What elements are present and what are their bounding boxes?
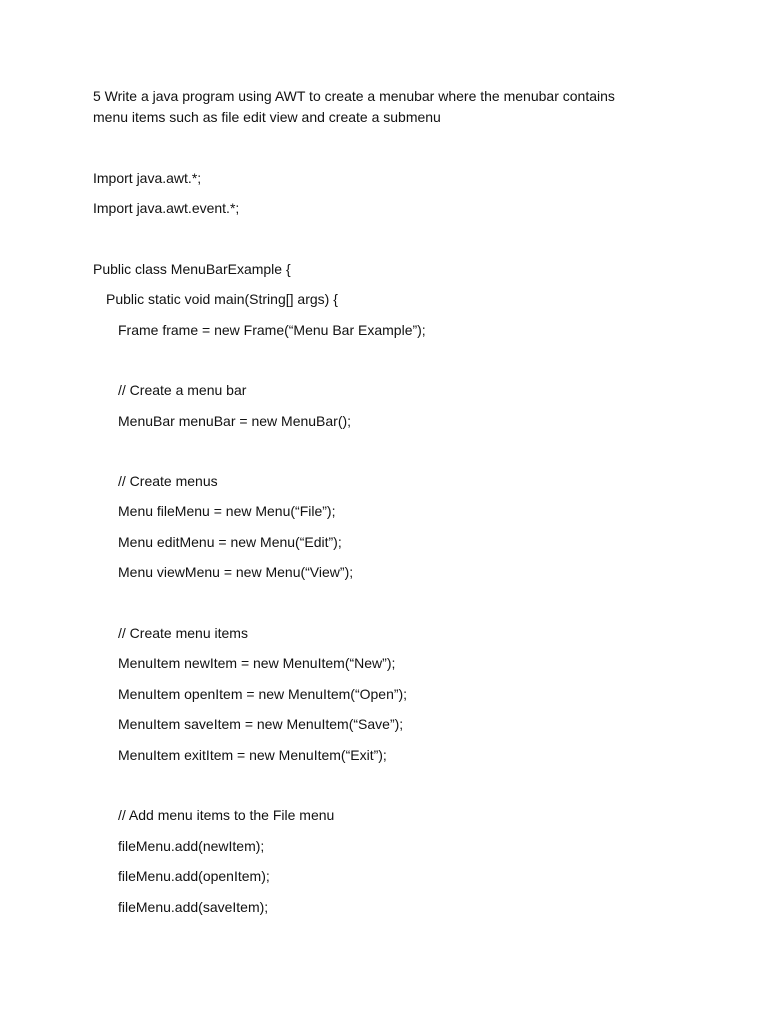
code-line-edit-menu: Menu editMenu = new Menu(“Edit”); [118,534,342,550]
code-comment-create-menubar: // Create a menu bar [118,382,247,398]
code-comment-add-items: // Add menu items to the File menu [118,807,335,823]
code-line-add-new: fileMenu.add(newItem); [118,838,265,854]
code-line-menubar-declaration: MenuBar menuBar = new MenuBar(); [118,413,352,429]
code-line-new-item: MenuItem newItem = new MenuItem(“New”); [118,655,396,671]
code-line-file-menu: Menu fileMenu = new Menu(“File”); [118,503,336,519]
code-line-open-item: MenuItem openItem = new MenuItem(“Open”); [118,686,408,702]
code-line-add-save: fileMenu.add(saveItem); [118,899,269,915]
code-line-main-declaration: Public static void main(String[] args) { [106,291,338,307]
code-line-view-menu: Menu viewMenu = new Menu(“View”); [118,564,354,580]
code-comment-create-menus: // Create menus [118,473,218,489]
code-line-class-declaration: Public class MenuBarExample { [93,261,291,277]
code-line-save-item: MenuItem saveItem = new MenuItem(“Save”); [118,716,404,732]
code-line-import-awt: Import java.awt.*; [93,170,202,186]
code-comment-create-menu-items: // Create menu items [118,625,248,641]
question-text: 5 Write a java program using AWT to create a menubar where the menubar contains menu items such as file edit view and create a submenu [93,88,615,125]
code-line-frame-declaration: Frame frame = new Frame(“Menu Bar Example”); [118,322,426,338]
code-line-import-event: Import java.awt.event.*; [93,200,240,216]
code-line-exit-item: MenuItem exitItem = new MenuItem(“Exit”); [118,747,387,763]
code-line-add-open: fileMenu.add(openItem); [118,868,270,884]
